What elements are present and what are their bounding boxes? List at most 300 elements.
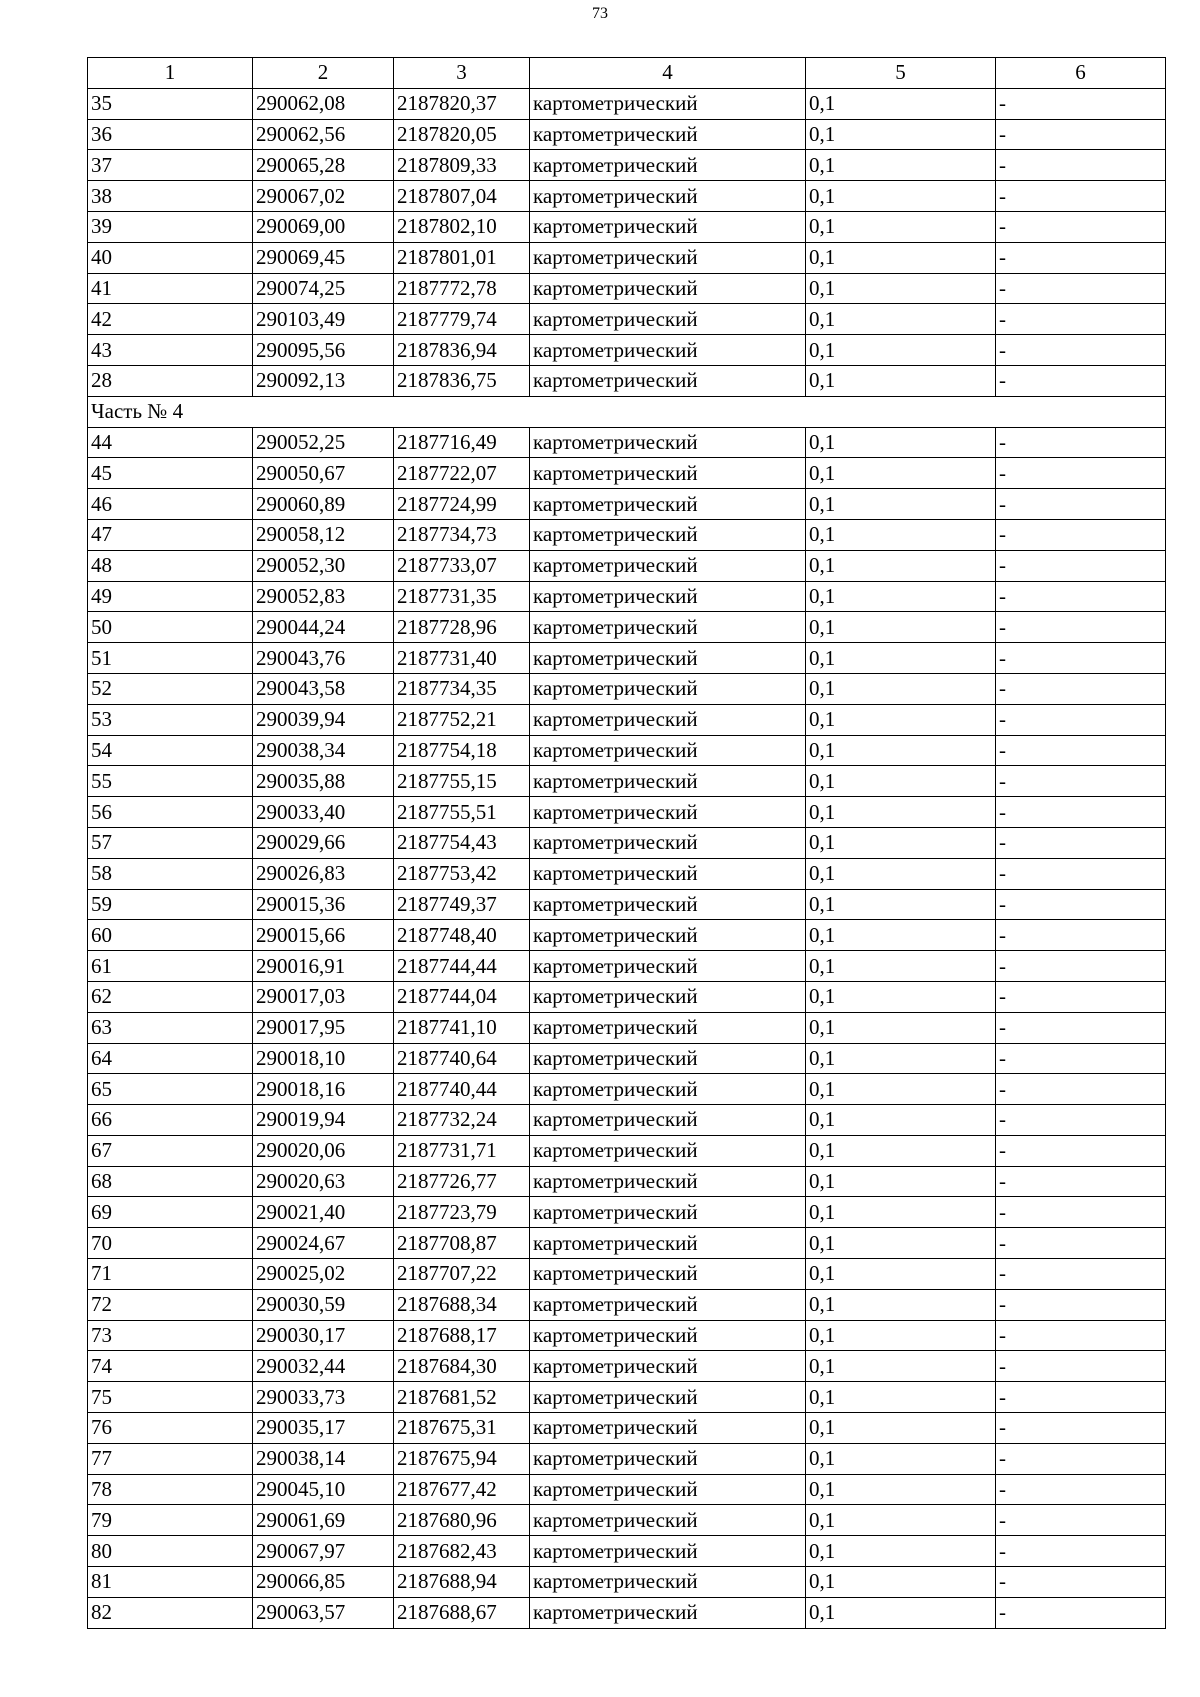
x-coordinate-cell: 290033,73 [253, 1382, 394, 1413]
y-coordinate-cell: 2187802,10 [394, 211, 530, 242]
y-coordinate-cell: 2187731,35 [394, 581, 530, 612]
table-row [88, 704, 1166, 735]
method-cell: картометрический [530, 1074, 806, 1105]
accuracy-cell: 0,1 [806, 1351, 996, 1382]
accuracy-cell: 0,1 [806, 365, 996, 396]
section-row [88, 396, 1166, 427]
table-row [88, 88, 1166, 119]
note-cell: - [996, 1259, 1166, 1290]
note-cell: - [996, 1320, 1166, 1351]
accuracy-cell: 0,1 [806, 643, 996, 674]
section-header [88, 396, 1166, 427]
method-cell: картометрический [530, 735, 806, 766]
accuracy-cell: 0,1 [806, 458, 996, 489]
y-coordinate-cell: 2187820,05 [394, 119, 530, 150]
accuracy-cell: 0,1 [806, 951, 996, 982]
table-row [88, 1413, 1166, 1444]
table-row [88, 1567, 1166, 1598]
x-coordinate-cell: 290018,16 [253, 1074, 394, 1105]
point-number-cell: 53 [88, 704, 253, 735]
accuracy-cell: 0,1 [806, 766, 996, 797]
table-row [88, 150, 1166, 181]
x-coordinate-cell: 290039,94 [253, 704, 394, 735]
method-cell: картометрический [530, 581, 806, 612]
x-coordinate-cell: 290043,58 [253, 673, 394, 704]
x-coordinate-cell: 290021,40 [253, 1197, 394, 1228]
note-cell: - [996, 427, 1166, 458]
accuracy-cell: 0,1 [806, 1443, 996, 1474]
x-coordinate-cell: 290035,17 [253, 1413, 394, 1444]
table-row [88, 673, 1166, 704]
x-coordinate-cell: 290052,25 [253, 427, 394, 458]
point-number-cell: 81 [88, 1567, 253, 1598]
table-row [88, 612, 1166, 643]
y-coordinate-cell: 2187836,75 [394, 365, 530, 396]
note-cell: - [996, 458, 1166, 489]
method-cell: картометрический [530, 981, 806, 1012]
method-cell: картометрический [530, 242, 806, 273]
x-coordinate-cell: 290019,94 [253, 1105, 394, 1136]
method-cell: картометрический [530, 1505, 806, 1536]
point-number-cell: 76 [88, 1413, 253, 1444]
method-cell: картометрический [530, 889, 806, 920]
accuracy-cell: 0,1 [806, 1567, 996, 1598]
x-coordinate-cell: 290069,00 [253, 211, 394, 242]
point-number-cell: 49 [88, 581, 253, 612]
y-coordinate-cell: 2187728,96 [394, 612, 530, 643]
accuracy-cell: 0,1 [806, 1074, 996, 1105]
method-cell: картометрический [530, 1012, 806, 1043]
y-coordinate-cell: 2187688,34 [394, 1289, 530, 1320]
note-cell: - [996, 766, 1166, 797]
accuracy-cell: 0,1 [806, 1536, 996, 1567]
y-coordinate-cell: 2187744,04 [394, 981, 530, 1012]
method-cell: картометрический [530, 1228, 806, 1259]
accuracy-cell: 0,1 [806, 1166, 996, 1197]
note-cell: - [996, 981, 1166, 1012]
x-coordinate-cell: 290018,10 [253, 1043, 394, 1074]
page-number: 73 [592, 5, 608, 22]
table-row [88, 1289, 1166, 1320]
point-number-cell: 35 [88, 88, 253, 119]
point-number-cell: 36 [88, 119, 253, 150]
method-cell: картометрический [530, 1567, 806, 1598]
table-row [88, 519, 1166, 550]
coordinates-table [87, 57, 1166, 1629]
y-coordinate-cell: 2187734,35 [394, 673, 530, 704]
method-cell: картометрический [530, 458, 806, 489]
y-coordinate-cell: 2187688,67 [394, 1597, 530, 1628]
x-coordinate-cell: 290038,14 [253, 1443, 394, 1474]
section-label: Часть № 4 [88, 396, 1166, 427]
method-cell: картометрический [530, 766, 806, 797]
y-coordinate-cell: 2187708,87 [394, 1228, 530, 1259]
note-cell: - [996, 1289, 1166, 1320]
table-row [88, 889, 1166, 920]
method-cell: картометрический [530, 365, 806, 396]
table-row [88, 643, 1166, 674]
point-number-cell: 80 [88, 1536, 253, 1567]
method-cell: картометрический [530, 427, 806, 458]
y-coordinate-cell: 2187707,22 [394, 1259, 530, 1290]
y-coordinate-cell: 2187801,01 [394, 242, 530, 273]
y-coordinate-cell: 2187722,07 [394, 458, 530, 489]
accuracy-cell: 0,1 [806, 1135, 996, 1166]
table-row [88, 1135, 1166, 1166]
x-coordinate-cell: 290043,76 [253, 643, 394, 674]
method-cell: картометрический [530, 335, 806, 366]
x-coordinate-cell: 290030,17 [253, 1320, 394, 1351]
x-coordinate-cell: 290069,45 [253, 242, 394, 273]
accuracy-cell: 0,1 [806, 211, 996, 242]
column-header-4: 4 [530, 58, 806, 89]
table-row [88, 858, 1166, 889]
x-coordinate-cell: 290052,30 [253, 550, 394, 581]
point-number-cell: 41 [88, 273, 253, 304]
method-cell: картометрический [530, 181, 806, 212]
point-number-cell: 43 [88, 335, 253, 366]
y-coordinate-cell: 2187740,64 [394, 1043, 530, 1074]
note-cell: - [996, 273, 1166, 304]
method-cell: картометрический [530, 119, 806, 150]
note-cell: - [996, 735, 1166, 766]
y-coordinate-cell: 2187836,94 [394, 335, 530, 366]
x-coordinate-cell: 290074,25 [253, 273, 394, 304]
x-coordinate-cell: 290030,59 [253, 1289, 394, 1320]
note-cell: - [996, 150, 1166, 181]
note-cell: - [996, 1135, 1166, 1166]
point-number-cell: 79 [88, 1505, 253, 1536]
x-coordinate-cell: 290017,95 [253, 1012, 394, 1043]
point-number-cell: 37 [88, 150, 253, 181]
method-cell: картометрический [530, 1382, 806, 1413]
note-cell: - [996, 211, 1166, 242]
method-cell: картометрический [530, 1474, 806, 1505]
table-row [88, 489, 1166, 520]
accuracy-cell: 0,1 [806, 242, 996, 273]
note-cell: - [996, 1413, 1166, 1444]
method-cell: картометрический [530, 673, 806, 704]
x-coordinate-cell: 290024,67 [253, 1228, 394, 1259]
accuracy-cell: 0,1 [806, 1474, 996, 1505]
point-number-cell: 66 [88, 1105, 253, 1136]
point-number-cell: 68 [88, 1166, 253, 1197]
column-header-1: 1 [88, 58, 253, 89]
accuracy-cell: 0,1 [806, 920, 996, 951]
point-number-cell: 72 [88, 1289, 253, 1320]
note-cell: - [996, 704, 1166, 735]
y-coordinate-cell: 2187675,94 [394, 1443, 530, 1474]
note-cell: - [996, 1043, 1166, 1074]
header-row [88, 58, 1166, 89]
method-cell: картометрический [530, 211, 806, 242]
x-coordinate-cell: 290092,13 [253, 365, 394, 396]
point-number-cell: 58 [88, 858, 253, 889]
note-cell: - [996, 119, 1166, 150]
accuracy-cell: 0,1 [806, 1320, 996, 1351]
x-coordinate-cell: 290095,56 [253, 335, 394, 366]
method-cell: картометрический [530, 951, 806, 982]
note-cell: - [996, 335, 1166, 366]
note-cell: - [996, 550, 1166, 581]
accuracy-cell: 0,1 [806, 335, 996, 366]
table-row [88, 1536, 1166, 1567]
point-number-cell: 44 [88, 427, 253, 458]
point-number-cell: 62 [88, 981, 253, 1012]
method-cell: картометрический [530, 1597, 806, 1628]
accuracy-cell: 0,1 [806, 673, 996, 704]
table-row [88, 920, 1166, 951]
accuracy-cell: 0,1 [806, 1105, 996, 1136]
table-row [88, 365, 1166, 396]
method-cell: картометрический [530, 1043, 806, 1074]
table-row [88, 242, 1166, 273]
method-cell: картометрический [530, 1536, 806, 1567]
x-coordinate-cell: 290062,08 [253, 88, 394, 119]
x-coordinate-cell: 290035,88 [253, 766, 394, 797]
note-cell: - [996, 1197, 1166, 1228]
point-number-cell: 50 [88, 612, 253, 643]
point-number-cell: 60 [88, 920, 253, 951]
x-coordinate-cell: 290063,57 [253, 1597, 394, 1628]
point-number-cell: 52 [88, 673, 253, 704]
method-cell: картометрический [530, 519, 806, 550]
note-cell: - [996, 1105, 1166, 1136]
x-coordinate-cell: 290038,34 [253, 735, 394, 766]
method-cell: картометрический [530, 550, 806, 581]
accuracy-cell: 0,1 [806, 181, 996, 212]
note-cell: - [996, 1567, 1166, 1598]
table-row [88, 1320, 1166, 1351]
note-cell: - [996, 242, 1166, 273]
table-row [88, 1259, 1166, 1290]
point-number-cell: 64 [88, 1043, 253, 1074]
accuracy-cell: 0,1 [806, 550, 996, 581]
y-coordinate-cell: 2187740,44 [394, 1074, 530, 1105]
y-coordinate-cell: 2187752,21 [394, 704, 530, 735]
note-cell: - [996, 827, 1166, 858]
accuracy-cell: 0,1 [806, 612, 996, 643]
point-number-cell: 59 [88, 889, 253, 920]
note-cell: - [996, 581, 1166, 612]
accuracy-cell: 0,1 [806, 1505, 996, 1536]
x-coordinate-cell: 290058,12 [253, 519, 394, 550]
accuracy-cell: 0,1 [806, 735, 996, 766]
point-number-cell: 82 [88, 1597, 253, 1628]
x-coordinate-cell: 290061,69 [253, 1505, 394, 1536]
table-row [88, 1505, 1166, 1536]
method-cell: картометрический [530, 1166, 806, 1197]
y-coordinate-cell: 2187749,37 [394, 889, 530, 920]
point-number-cell: 67 [88, 1135, 253, 1166]
table-row [88, 981, 1166, 1012]
note-cell: - [996, 1074, 1166, 1105]
accuracy-cell: 0,1 [806, 489, 996, 520]
table-row [88, 766, 1166, 797]
method-cell: картометрический [530, 612, 806, 643]
y-coordinate-cell: 2187682,43 [394, 1536, 530, 1567]
table-row [88, 581, 1166, 612]
x-coordinate-cell: 290029,66 [253, 827, 394, 858]
note-cell: - [996, 1536, 1166, 1567]
y-coordinate-cell: 2187681,52 [394, 1382, 530, 1413]
note-cell: - [996, 1474, 1166, 1505]
y-coordinate-cell: 2187755,15 [394, 766, 530, 797]
method-cell: картометрический [530, 1135, 806, 1166]
x-coordinate-cell: 290066,85 [253, 1567, 394, 1598]
table-row [88, 1074, 1166, 1105]
accuracy-cell: 0,1 [806, 858, 996, 889]
point-number-cell: 73 [88, 1320, 253, 1351]
point-number-cell: 45 [88, 458, 253, 489]
y-coordinate-cell: 2187754,43 [394, 827, 530, 858]
method-cell: картометрический [530, 1259, 806, 1290]
note-cell: - [996, 1351, 1166, 1382]
accuracy-cell: 0,1 [806, 797, 996, 828]
point-number-cell: 63 [88, 1012, 253, 1043]
note-cell: - [996, 304, 1166, 335]
x-coordinate-cell: 290017,03 [253, 981, 394, 1012]
y-coordinate-cell: 2187732,24 [394, 1105, 530, 1136]
method-cell: картометрический [530, 489, 806, 520]
accuracy-cell: 0,1 [806, 1043, 996, 1074]
y-coordinate-cell: 2187809,33 [394, 150, 530, 181]
y-coordinate-cell: 2187731,71 [394, 1135, 530, 1166]
table-row [88, 1166, 1166, 1197]
y-coordinate-cell: 2187744,44 [394, 951, 530, 982]
column-header-3: 3 [394, 58, 530, 89]
y-coordinate-cell: 2187731,40 [394, 643, 530, 674]
table-row [88, 1351, 1166, 1382]
point-number-cell: 57 [88, 827, 253, 858]
x-coordinate-cell: 290020,63 [253, 1166, 394, 1197]
x-coordinate-cell: 290067,02 [253, 181, 394, 212]
point-number-cell: 75 [88, 1382, 253, 1413]
method-cell: картометрический [530, 797, 806, 828]
accuracy-cell: 0,1 [806, 1228, 996, 1259]
table-row [88, 1597, 1166, 1628]
method-cell: картометрический [530, 858, 806, 889]
note-cell: - [996, 1443, 1166, 1474]
x-coordinate-cell: 290044,24 [253, 612, 394, 643]
table-row [88, 427, 1166, 458]
x-coordinate-cell: 290016,91 [253, 951, 394, 982]
point-number-cell: 78 [88, 1474, 253, 1505]
y-coordinate-cell: 2187772,78 [394, 273, 530, 304]
point-number-cell: 65 [88, 1074, 253, 1105]
y-coordinate-cell: 2187807,04 [394, 181, 530, 212]
accuracy-cell: 0,1 [806, 273, 996, 304]
table-row [88, 1474, 1166, 1505]
table-row [88, 951, 1166, 982]
method-cell: картометрический [530, 827, 806, 858]
accuracy-cell: 0,1 [806, 581, 996, 612]
note-cell: - [996, 951, 1166, 982]
method-cell: картометрический [530, 1443, 806, 1474]
table-row [88, 1197, 1166, 1228]
x-coordinate-cell: 290032,44 [253, 1351, 394, 1382]
accuracy-cell: 0,1 [806, 427, 996, 458]
point-number-cell: 38 [88, 181, 253, 212]
point-number-cell: 48 [88, 550, 253, 581]
method-cell: картометрический [530, 1413, 806, 1444]
table-row [88, 1043, 1166, 1074]
table-row [88, 1012, 1166, 1043]
y-coordinate-cell: 2187680,96 [394, 1505, 530, 1536]
table-row [88, 273, 1166, 304]
table-row [88, 827, 1166, 858]
x-coordinate-cell: 290015,36 [253, 889, 394, 920]
method-cell: картометрический [530, 1105, 806, 1136]
note-cell: - [996, 920, 1166, 951]
note-cell: - [996, 858, 1166, 889]
method-cell: картометрический [530, 920, 806, 951]
point-number-cell: 40 [88, 242, 253, 273]
accuracy-cell: 0,1 [806, 827, 996, 858]
point-number-cell: 77 [88, 1443, 253, 1474]
method-cell: картометрический [530, 1197, 806, 1228]
note-cell: - [996, 797, 1166, 828]
table-row [88, 304, 1166, 335]
method-cell: картометрический [530, 1351, 806, 1382]
method-cell: картометрический [530, 304, 806, 335]
column-header-2: 2 [253, 58, 394, 89]
note-cell: - [996, 489, 1166, 520]
note-cell: - [996, 1012, 1166, 1043]
y-coordinate-cell: 2187741,10 [394, 1012, 530, 1043]
x-coordinate-cell: 290045,10 [253, 1474, 394, 1505]
accuracy-cell: 0,1 [806, 1413, 996, 1444]
note-cell: - [996, 181, 1166, 212]
table-row [88, 119, 1166, 150]
table-row [88, 1382, 1166, 1413]
accuracy-cell: 0,1 [806, 1012, 996, 1043]
point-number-cell: 46 [88, 489, 253, 520]
note-cell: - [996, 519, 1166, 550]
accuracy-cell: 0,1 [806, 1197, 996, 1228]
x-coordinate-cell: 290052,83 [253, 581, 394, 612]
y-coordinate-cell: 2187755,51 [394, 797, 530, 828]
y-coordinate-cell: 2187820,37 [394, 88, 530, 119]
y-coordinate-cell: 2187723,79 [394, 1197, 530, 1228]
accuracy-cell: 0,1 [806, 1597, 996, 1628]
note-cell: - [996, 1505, 1166, 1536]
point-number-cell: 61 [88, 951, 253, 982]
y-coordinate-cell: 2187677,42 [394, 1474, 530, 1505]
point-number-cell: 54 [88, 735, 253, 766]
y-coordinate-cell: 2187684,30 [394, 1351, 530, 1382]
method-cell: картометрический [530, 1320, 806, 1351]
note-cell: - [996, 889, 1166, 920]
method-cell: картометрический [530, 88, 806, 119]
note-cell: - [996, 1382, 1166, 1413]
accuracy-cell: 0,1 [806, 119, 996, 150]
y-coordinate-cell: 2187724,99 [394, 489, 530, 520]
x-coordinate-cell: 290065,28 [253, 150, 394, 181]
accuracy-cell: 0,1 [806, 88, 996, 119]
x-coordinate-cell: 290026,83 [253, 858, 394, 889]
table-row [88, 1443, 1166, 1474]
accuracy-cell: 0,1 [806, 150, 996, 181]
x-coordinate-cell: 290060,89 [253, 489, 394, 520]
point-number-cell: 28 [88, 365, 253, 396]
table-row [88, 735, 1166, 766]
table-row [88, 458, 1166, 489]
y-coordinate-cell: 2187753,42 [394, 858, 530, 889]
y-coordinate-cell: 2187688,17 [394, 1320, 530, 1351]
column-header-5: 5 [806, 58, 996, 89]
note-cell: - [996, 673, 1166, 704]
